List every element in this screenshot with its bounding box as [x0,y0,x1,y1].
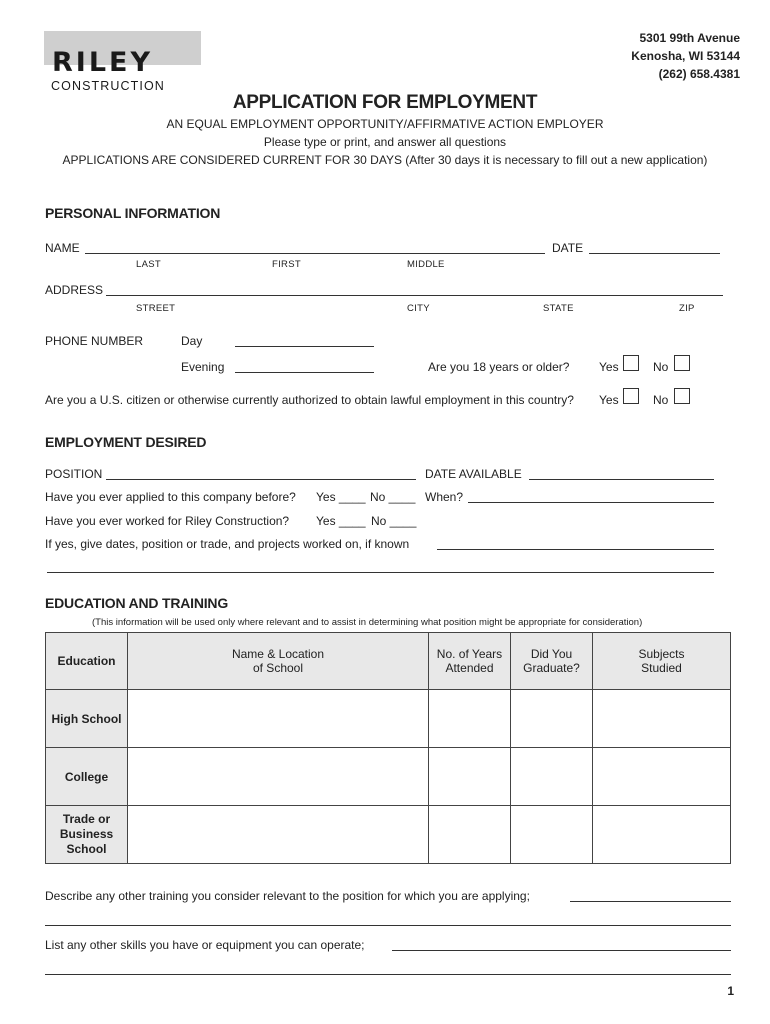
when-field[interactable] [468,502,714,503]
applied-no-blank[interactable]: No ____ [370,490,416,504]
phone-label: PHONE NUMBER [45,334,144,348]
trade-school-subjects-cell[interactable] [593,806,731,864]
phone-evening-field[interactable] [235,372,374,373]
when-label: When? [425,490,464,504]
skills-question: List any other skills you have or equipment you can operate; [45,938,365,952]
high-school-name-cell[interactable] [128,690,429,748]
validity-notice: APPLICATIONS ARE CONSIDERED CURRENT FOR 30 DAYS (After 30 days it is necessary to fill out a new application) [62,153,708,167]
name-field[interactable] [85,253,545,254]
applied-yes-blank[interactable]: Yes ____ [316,490,366,504]
company-address-city: Kenosha, WI 53144 [631,49,740,63]
college-name-cell[interactable] [128,748,429,806]
company-logo-subtitle: CONSTRUCTION [51,79,165,93]
skills-field[interactable] [392,950,731,951]
column-header-years: No. of Years Attended [429,633,511,690]
high-school-graduate-cell[interactable] [511,690,593,748]
section-personal-heading: PERSONAL INFORMATION [45,205,221,221]
worked-before-question: Have you ever worked for Riley Construction? [45,514,290,528]
prior-work-details-field[interactable] [437,549,714,550]
high-school-years-cell[interactable] [429,690,511,748]
applied-before-question: Have you ever applied to this company before? [45,490,296,504]
position-label: POSITION [45,467,103,481]
citizen-no-checkbox[interactable] [674,388,690,404]
table-header-row [46,633,731,690]
name-label: NAME [45,241,80,255]
first-name-caption: FIRST [272,259,301,270]
prior-work-details-question: If yes, give dates, position or trade, and projects worked on, if known [45,537,410,551]
position-field[interactable] [106,479,416,480]
row-label-college: College [46,748,128,806]
table-row [46,690,731,748]
middle-name-caption: MIDDLE [407,259,445,270]
age-no-label: No [653,360,669,374]
high-school-subjects-cell[interactable] [593,690,731,748]
phone-evening-label: Evening [181,360,225,374]
worked-no-blank[interactable]: No ____ [371,514,417,528]
eeo-subtitle: AN EQUAL EMPLOYMENT OPPORTUNITY/AFFIRMATIVE ACTION EMPLOYER [166,117,604,131]
table-row [46,806,731,864]
column-header-education: Education [46,633,128,690]
worked-yes-blank[interactable]: Yes ____ [316,514,366,528]
instruction-text: Please type or print, and answer all questions [263,135,507,149]
column-header-graduate: Did You Graduate? [511,633,593,690]
skills-field-2[interactable] [45,974,731,975]
citizen-yes-checkbox[interactable] [623,388,639,404]
row-label-trade-school: Trade or Business School [46,806,128,864]
citizen-yes-label: Yes [599,393,619,407]
page-number: 1 [727,984,734,998]
age-no-checkbox[interactable] [674,355,690,371]
age-yes-checkbox[interactable] [623,355,639,371]
company-logo: RILEY [52,47,154,78]
college-graduate-cell[interactable] [511,748,593,806]
citizen-question: Are you a U.S. citizen or otherwise currently authorized to obtain lawful employment in this country? [45,393,574,407]
column-header-school: Name & Location of School [128,633,429,690]
date-available-label: DATE AVAILABLE [425,467,522,481]
college-subjects-cell[interactable] [593,748,731,806]
table-row [46,748,731,806]
citizen-no-label: No [653,393,669,407]
company-phone: (262) 658.4381 [658,67,740,81]
age-yes-label: Yes [599,360,619,374]
date-field[interactable] [589,253,720,254]
age-question: Are you 18 years or older? [428,360,570,374]
date-label: DATE [552,241,584,255]
company-address-street: 5301 99th Avenue [639,31,740,45]
other-training-question: Describe any other training you consider relevant to the position for which you are applying; [45,889,530,903]
education-table [45,632,731,864]
phone-day-label: Day [181,334,203,348]
zip-caption: ZIP [679,303,695,314]
page-title: APPLICATION FOR EMPLOYMENT [232,92,538,113]
section-employment-heading: EMPLOYMENT DESIRED [45,434,207,450]
last-name-caption: LAST [136,259,161,270]
city-caption: CITY [407,303,430,314]
address-label: ADDRESS [45,283,104,297]
other-training-field[interactable] [570,901,731,902]
state-caption: STATE [543,303,574,314]
date-available-field[interactable] [529,479,714,480]
education-note: (This information will be used only where relevant and to assist in determining what position might be appropriate for consideration) [92,617,643,628]
prior-work-details-field-2[interactable] [47,572,714,573]
trade-school-years-cell[interactable] [429,806,511,864]
street-caption: STREET [136,303,176,314]
column-header-subjects: Subjects Studied [593,633,731,690]
other-training-field-2[interactable] [45,925,731,926]
college-years-cell[interactable] [429,748,511,806]
trade-school-name-cell[interactable] [128,806,429,864]
trade-school-graduate-cell[interactable] [511,806,593,864]
section-education-heading: EDUCATION AND TRAINING [45,595,229,611]
phone-day-field[interactable] [235,346,374,347]
address-field[interactable] [106,295,723,296]
row-label-high-school: High School [46,690,128,748]
